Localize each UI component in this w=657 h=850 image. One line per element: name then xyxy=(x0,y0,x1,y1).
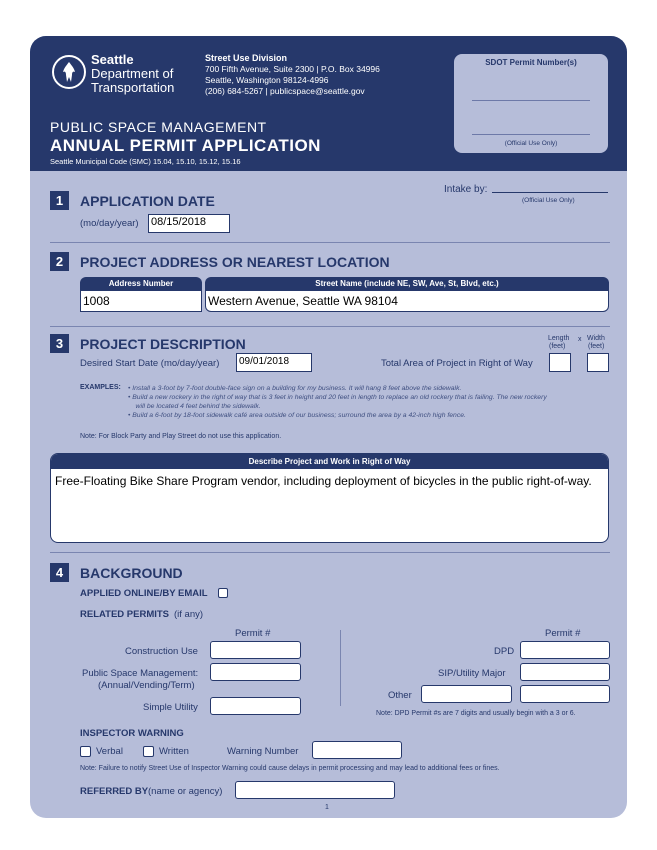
public-space-management-label: Public Space Management: xyxy=(82,668,199,679)
street-name-label: Street Name (include NE, SW, Ave, St, Blvd, etc.) xyxy=(205,277,609,290)
length-label: Length xyxy=(548,335,570,342)
permit-line-1[interactable] xyxy=(472,100,590,101)
sip-utility-major-permit-field[interactable] xyxy=(520,663,610,681)
division-address1: 700 Fifth Avenue, Suite 2300 | P.O. Box 34996 xyxy=(205,64,380,74)
start-date-label: Desired Start Date (mo/day/year) xyxy=(80,358,220,369)
block-party-note: Note: For Block Party and Play Street do not use this application. xyxy=(80,433,282,440)
org-line3: Transportation xyxy=(91,80,175,95)
divider xyxy=(50,552,610,553)
intake-note: (Official Use Only) xyxy=(522,197,575,204)
permit-box-note: (Official Use Only) xyxy=(504,140,558,147)
form-title: ANNUAL PERMIT APPLICATION xyxy=(50,136,321,155)
other-type-field[interactable] xyxy=(421,685,512,703)
written-label: Written xyxy=(159,746,189,757)
width-unit: (feet) xyxy=(588,343,605,350)
section-2-number: 2 xyxy=(50,252,69,271)
sip-utility-major-label: SIP/Utility Major xyxy=(438,668,506,679)
project-description-title: Describe Project and Work in Right of Way xyxy=(51,454,608,469)
public-space-management-permit-field[interactable] xyxy=(210,663,301,681)
column-divider xyxy=(340,630,341,706)
verbal-checkbox[interactable] xyxy=(80,746,91,757)
intake-line[interactable] xyxy=(492,192,608,193)
dpd-label: DPD xyxy=(494,646,515,657)
form-header xyxy=(30,36,627,171)
written-checkbox[interactable] xyxy=(143,746,154,757)
other-permit-field[interactable] xyxy=(520,685,610,703)
public-space-management-sublabel: (Annual/Vending/Term) xyxy=(98,680,195,691)
related-permits-hint: (if any) xyxy=(174,609,204,620)
times-label: x xyxy=(578,336,582,343)
example-item: • Install a 3-foot by 7-foot double-face sign on a building for my business. It will hang 8 feet above the sidewalk. xyxy=(128,385,462,392)
street-name-field[interactable]: Western Avenue, Seattle WA 98104 xyxy=(205,290,609,312)
permit-column-label-left: Permit # xyxy=(235,628,271,639)
application-date-field[interactable]: 08/15/2018 xyxy=(148,214,230,233)
referred-by-label: REFERRED BY xyxy=(80,786,149,797)
section-3-number: 3 xyxy=(50,334,69,353)
division-info xyxy=(205,53,380,97)
org-name xyxy=(91,53,174,95)
simple-utility-label: Simple Utility xyxy=(143,702,198,713)
form-subtitle: PUBLIC SPACE MANAGEMENT xyxy=(50,119,267,135)
division-contact: (206) 684-5267 | publicspace@seattle.gov xyxy=(205,86,365,96)
warning-number-label: Warning Number xyxy=(227,746,299,757)
examples-label: EXAMPLES: xyxy=(80,384,121,391)
org-line2: Department of xyxy=(91,66,174,81)
form-page xyxy=(30,36,627,818)
total-area-label: Total Area of Project in Right of Way xyxy=(381,358,533,369)
length-unit: (feet) xyxy=(549,343,566,350)
section-2-title: PROJECT ADDRESS OR NEAREST LOCATION xyxy=(80,254,390,270)
permit-box-title: SDOT Permit Number(s) xyxy=(485,58,577,67)
other-label: Other xyxy=(388,690,412,701)
division-title: Street Use Division xyxy=(205,53,288,63)
warning-number-field[interactable] xyxy=(312,741,402,759)
inspector-warning-title: INSPECTOR WARNING xyxy=(80,728,184,739)
example-item: • Build a 6-foot by 18-foot sidewalk café area outside of our business; surround the area by a 42-inch high fence. xyxy=(128,412,466,419)
section-1-number: 1 xyxy=(50,191,69,210)
length-field[interactable] xyxy=(549,353,571,372)
width-field[interactable] xyxy=(587,353,609,372)
dpd-note: Note: DPD Permit #s are 7 digits and usually begin with a 3 or 6. xyxy=(376,710,576,717)
intake-label: Intake by: xyxy=(444,184,488,195)
warning-note: Note: Failure to notify Street Use of Inspector Warning could cause delays in permit processing and may lead to additional fees or fines. xyxy=(80,765,500,772)
referred-by-hint: (name or agency) xyxy=(148,786,223,797)
application-date-label: (mo/day/year) xyxy=(80,218,139,229)
project-description-box xyxy=(50,453,609,543)
divider xyxy=(50,326,610,327)
seattle-dot-logo-icon xyxy=(52,55,86,89)
permit-column-label-right: Permit # xyxy=(545,628,581,639)
org-line1: Seattle xyxy=(91,52,134,67)
section-1-title: APPLICATION DATE xyxy=(80,193,215,209)
example-item: • Build a new rockery in the right of way that is 3 feet in height and 20 feet in length to replace an old rockery that is failing. The new rockery xyxy=(128,394,547,401)
section-4-number: 4 xyxy=(50,563,69,582)
verbal-label: Verbal xyxy=(96,746,123,757)
divider xyxy=(50,242,610,243)
division-address2: Seattle, Washington 98124-4996 xyxy=(205,75,329,85)
section-4-title: BACKGROUND xyxy=(80,565,183,581)
related-permits-label: RELATED PERMITS xyxy=(80,609,170,620)
example-item: will be located 4 feet behind the sidewalk. xyxy=(128,403,261,410)
simple-utility-permit-field[interactable] xyxy=(210,697,301,715)
smc-reference: Seattle Municipal Code (SMC) 15.04, 15.10, 15.12, 15.16 xyxy=(50,157,241,166)
applied-online-checkbox[interactable] xyxy=(218,588,228,598)
construction-use-label: Construction Use xyxy=(125,646,198,657)
address-number-label: Address Number xyxy=(80,277,202,290)
width-label: Width xyxy=(587,335,605,342)
dpd-permit-field[interactable] xyxy=(520,641,610,659)
permit-line-2[interactable] xyxy=(472,134,590,135)
section-3-title: PROJECT DESCRIPTION xyxy=(80,336,246,352)
project-description-field[interactable]: Free-Floating Bike Share Program vendor, including deployment of bicycles in the public right-of-way. xyxy=(55,474,592,488)
start-date-field[interactable]: 09/01/2018 xyxy=(236,353,312,372)
address-number-field[interactable]: 1008 xyxy=(80,290,202,312)
applied-online-label: APPLIED ONLINE/BY EMAIL xyxy=(80,588,208,599)
referred-by-field[interactable] xyxy=(235,781,395,799)
construction-use-permit-field[interactable] xyxy=(210,641,301,659)
page-number: 1 xyxy=(325,804,329,811)
sdot-permit-number-box xyxy=(454,54,608,153)
